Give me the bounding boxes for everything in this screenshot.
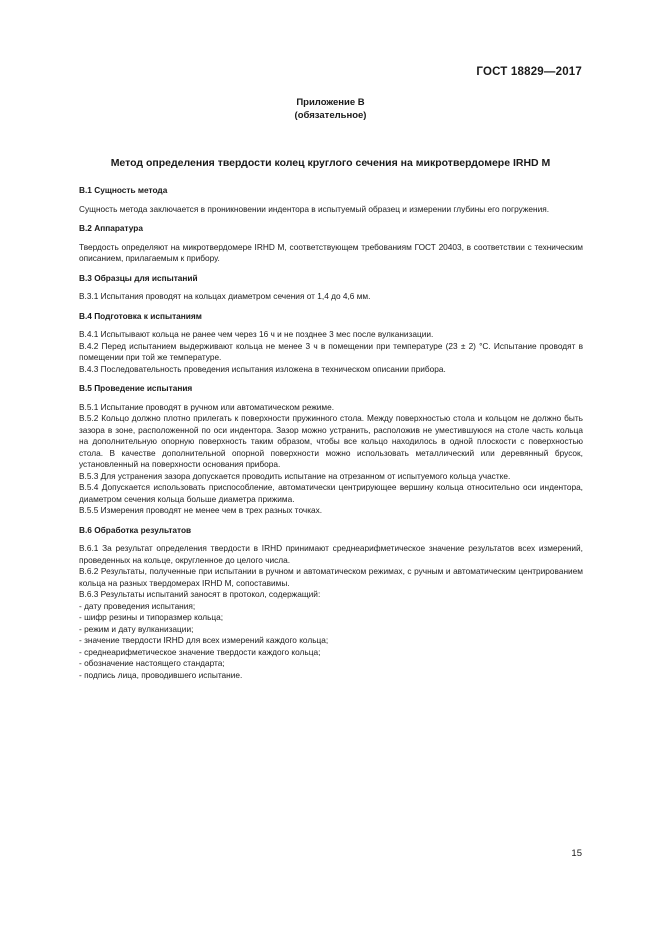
document-body xyxy=(79,185,583,681)
list-item: - дату проведения испытания; xyxy=(79,600,196,611)
paragraph: Сущность метода заключается в проникновении индентора в испытуемый образец и измерении глубины его погружения. xyxy=(79,203,550,214)
paragraph: В.5.4 Допускается использовать приспособление, автоматически центрирующее вершину кольца относительно оси индентора, диаметром сечения кольца больше диаметра прижима. xyxy=(79,482,583,504)
standard-number: ГОСТ 18829—2017 xyxy=(476,66,582,78)
list-item: - подпись лица, проводившего испытание. xyxy=(79,669,243,680)
section-heading: В.4 Подготовка к испытаниям xyxy=(79,310,202,321)
paragraph: В.4.1 Испытывают кольца не ранее чем через 16 ч и не позднее 3 мес после вулканизации. xyxy=(79,329,434,339)
annex-status: (обязательное) xyxy=(294,110,367,121)
annex-title: Приложение В xyxy=(296,97,365,108)
list-item: - значение твердости IRHD для всех измерений каждого кольца; xyxy=(79,635,329,645)
paragraph: В.4.2 Перед испытанием выдерживают кольца не менее 3 ч в помещении при температуре (23 ± 2) °С. Испытание проводят в помещении при той же температуре. xyxy=(79,340,583,362)
paragraph: В.6.2 Результаты, полученные при испытании в ручном и автоматическом режимах, с ручным и автоматическим центрированием кольца на разных твердомерах IRHD М, сопоставимы. xyxy=(79,566,583,588)
annex-header xyxy=(0,96,661,122)
list-item: - шифр резины и типоразмер кольца; xyxy=(79,612,224,622)
section-heading: В.5 Проведение испытания xyxy=(79,383,193,393)
list-item: - обозначение настоящего стандарта; xyxy=(79,658,225,668)
paragraph: В.5.2 Кольцо должно плотно прилегать к поверхности пружинного стола. Между поверхностью стола и кольцом не должно быть зазора в зоне, расположенной по оси индентора. Зазор можно устранить, расположив не уместившуюся на столе часть кольца на дополнительную опорную поверхность таким образом, чтобы все кольцо находилось в одной плоскости с поверхностью стола. В качестве дополнительной опорной поверхности можно использовать металлический или деревянный брусок, установленный на поверхности основания прибора. xyxy=(79,413,583,469)
section-heading: В.1 Сущность метода xyxy=(79,185,168,195)
paragraph: В.5.5 Измерения проводят не менее чем в трех разных точках. xyxy=(79,505,323,515)
section-heading: В.2 Аппаратура xyxy=(79,223,143,233)
paragraph: В.4.3 Последовательность проведения испытания изложена в техническом описании прибора. xyxy=(79,363,446,374)
method-title: Метод определения твердости колец круглого сечения на микротвердомере IRHD М xyxy=(110,157,551,169)
list-item: - среднеарифметическое значение твердости каждого кольца; xyxy=(79,646,321,657)
section-heading: В.3 Образцы для испытаний xyxy=(79,272,198,283)
paragraph: В.5.1 Испытание проводят в ручном или автоматическом режиме. xyxy=(79,401,335,412)
page-number: 15 xyxy=(571,848,582,859)
list-item: - режим и дату вулканизации; xyxy=(79,623,194,634)
section-heading: В.6 Обработка результатов xyxy=(79,524,192,535)
paragraph: В.3.1 Испытания проводят на кольцах диаметром сечения от 1,4 до 4,6 мм. xyxy=(79,291,371,301)
protocol-list xyxy=(79,601,583,682)
paragraph: В.6.3 Результаты испытаний заносят в протокол, содержащий: xyxy=(79,589,321,599)
paragraph: Твердость определяют на микротвердомере IRHD М, соответствующем требованиям ГОСТ 20403, в соответствии с техническим описанием, прилагаемым к прибору. xyxy=(79,241,583,263)
paragraph: В.6.1 За результат определения твердости в IRHD принимают среднеарифметическое значение результатов всех измерений, проведенных на кольце, округленное до целого числа. xyxy=(79,543,583,565)
paragraph: В.5.3 Для устранения зазора допускается проводить испытание на отрезанном от испытуемого кольца участке. xyxy=(79,470,511,481)
